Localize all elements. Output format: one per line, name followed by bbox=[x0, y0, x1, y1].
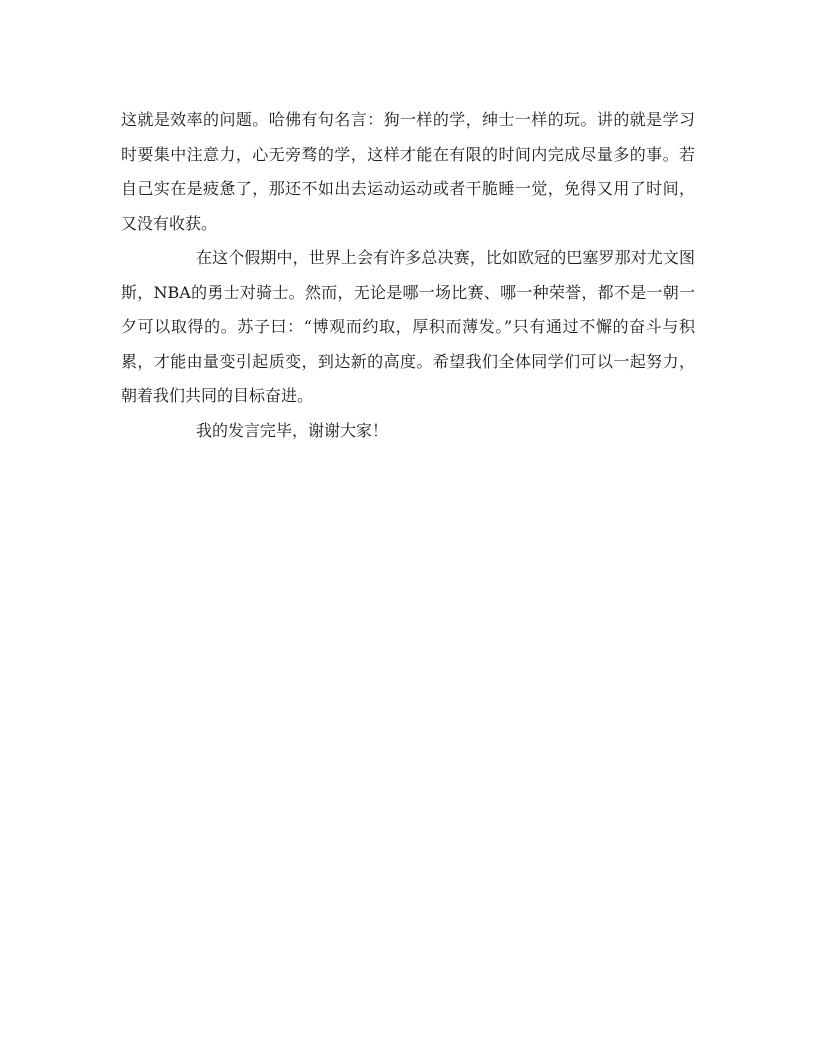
paragraph-finals: 在这个假期中，世界上会有许多总决赛，比如欧冠的巴塞罗那对尤文图斯，NBA的勇士对骑士。然而，无论是哪一场比赛、哪一种荣誉，都不是一朝一夕可以取得的。苏子曰：“博观而约取，厚积而薄发。”只有通过不懈的奋斗与积累，才能由量变引起质变，到达新的高度。希望我们全体同学们可以一起努力，朝着我们共同的目标奋进。 bbox=[121, 248, 695, 405]
document-body bbox=[121, 103, 695, 448]
paragraph-efficiency: 这就是效率的问题。哈佛有句名言：狗一样的学，绅士一样的玩。讲的就是学习时要集中注意力，心无旁骛的学，这样才能在有限的时间内完成尽量多的事。若自己实在是疲惫了，那还不如出去运动运动或者干脆睡一觉，免得又用了时间，又没有收获。 bbox=[121, 110, 695, 233]
paragraph-closing: 我的发言完毕，谢谢大家！ bbox=[196, 420, 389, 440]
